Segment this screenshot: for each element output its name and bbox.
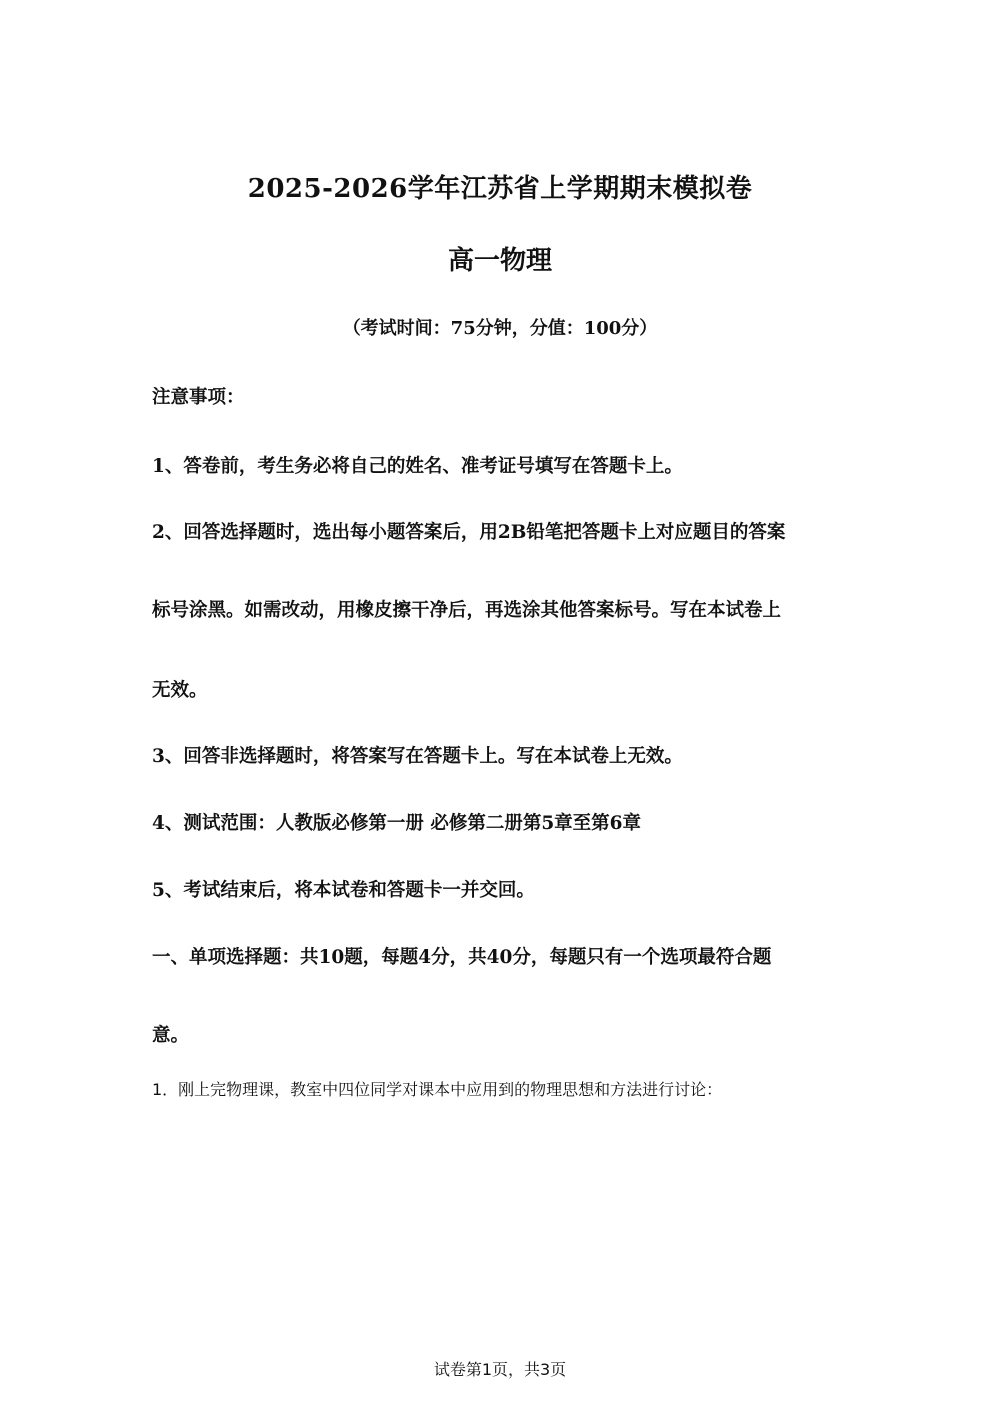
notice-item-5: 5、考试结束后，将本试卷和答题卡一并交回。 <box>152 880 535 901</box>
notice-heading: 注意事项： <box>152 387 245 408</box>
notice-item-1: 1、答卷前，考生务必将自己的姓名、准考证号填写在答题卡上。 <box>152 456 683 477</box>
notice-item-4: 4、测试范围：人教版必修第一册 必修第二册第5章至第6章 <box>152 813 642 834</box>
exam-title: 2025-2026学年江苏省上学期期末模拟卷 <box>247 174 753 204</box>
section-1-heading-line-2: 意。 <box>152 1025 190 1046</box>
section-1-heading-line-1: 一、单项选择题：共10题，每题4分，共40分，每题只有一个选项最符合题 <box>152 947 772 968</box>
question-1-text: 1．刚上完物理课，教室中四位同学对课本中应用到的物理思想和方法进行讨论： <box>152 1080 723 1099</box>
exam-info: （考试时间：75分钟，分值：100分） <box>342 318 658 339</box>
notice-item-2-line-2: 标号涂黑。如需改动，用橡皮擦干净后，再选涂其他答案标号。写在本试卷上 <box>152 600 782 621</box>
page-footer: 试卷第1页，共3页 <box>433 1360 567 1379</box>
subject-title: 高一物理 <box>447 246 552 276</box>
notice-item-2-line-1: 2、回答选择题时，选出每小题答案后，用2B铅笔把答题卡上对应题目的答案 <box>152 522 786 543</box>
notice-item-2-line-3: 无效。 <box>152 680 208 701</box>
notice-item-3: 3、回答非选择题时，将答案写在答题卡上。写在本试卷上无效。 <box>152 746 683 767</box>
